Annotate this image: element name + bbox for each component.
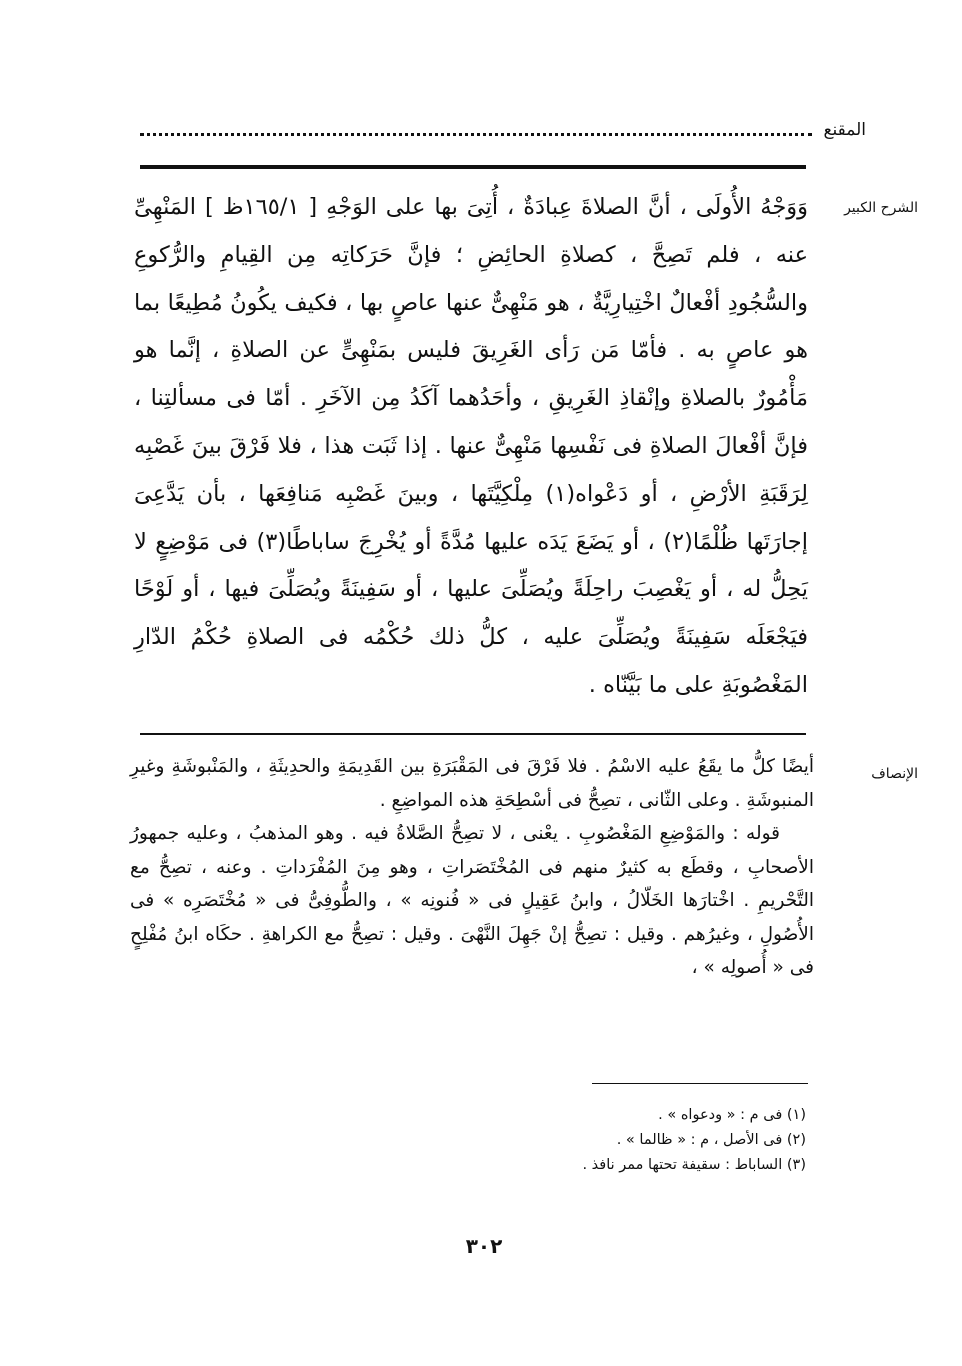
insaf-section-label: الإنصاف xyxy=(871,766,918,782)
insaf-paragraph: أيضًا كلُّ ما يقَعُ عليه الاسْمُ . فلا فَرْقَ فى المَقْبَرَةِ بين القَدِيمَةِ والحدِيثَةِ ، والمَنْبوشَةِ وغيرِ المنبوشَةِ . وعلى الثّانى ، تصِحُّ فى أسْطِحَةِ هذه المواضِعِ . xyxy=(130,756,814,811)
sharh-section-label: الشرح الكبير xyxy=(844,200,918,216)
footnote-2: (٢) فى الأصل ، م : « ظالما » . xyxy=(616,1132,806,1148)
top-rule xyxy=(140,165,806,169)
sharh-body-text: وَوَجْهُ الأُولَى ، أنَّ الصلاةَ عِبادَةٌ ، أُتِىَ بها على الوَجْهِ [ ١٦٥/١ظ ] المَنْهِىِّ عنه ، فلم تَصِحَّ ، كصلاةِ الحائِضِ ؛ فإنَّ حَرَكاتِه مِن القِيامِ والرُّكوعِ والسُّجُودِ أفْعالٌ اخْتِيارِيَّةٌ ، هو مَنْهِىٌّ عنها عاصٍ بها ، فكيف يكُونُ مُطِيعًا بما هو عاصٍ به . فأمّا مَن رَأى الغَرِيقَ فليس بمَنْهِىٍّ عن الصلاةِ ، إنَّما هو مَأْمُورٌ بالصلاةِ وإنْقاذِ الغَرِيقِ ، وأحَدُهما آكَدُ مِن الآخَرِ . أمّا فى مسألتِنا ، فإنَّ أفْعالَ الصلاةِ فى نَفْسِها مَنْهِىٌّ عنها . إذا ثَبَت هذا ، فلا فَرْقَ بينَ غَصْبِه لِرَقَبَةِ الأرْضِ ، أو دَعْواه(١) مِلْكِيَّتَها ، وبينَ غَصْبِه مَنافِعَها ، بأن يَدَّعِىَ إجارَتَها ظُلْمًا(٢) ، أو يَضَعَ يَدَه عليها مُدَّةً أو يُخْرِجَ ساباطًا(٣) فى مَوْضِعٍ لا يَحِلُّ له ، أو يَغْصِبَ راحِلَةً ويُصَلِّىَ عليها ، أو سَفِينَةً ويُصَلِّىَ فيها ، أو لَوْحًا فيَجْعَلَه سَفِينَةً ويُصَلِّىَ عليه ، كلُّ ذلك حُكْمُه فى الصلاةِ حُكْمُ الدّارِ المَغْصُوبَةِ على ما بَيَّنّاه . xyxy=(134,194,809,698)
footnote-rule xyxy=(592,1083,808,1084)
insaf-body xyxy=(130,750,814,985)
running-head: المقنع xyxy=(823,120,866,140)
dotted-leader xyxy=(140,133,812,136)
footnote-1: (١) فى م : « ودعواه » . xyxy=(658,1107,806,1123)
footnote-3: (٣) الساباط : سقيفة تحتها ممر نافذ . xyxy=(582,1157,806,1173)
page-number: ٣٠٢ xyxy=(465,1234,503,1258)
footnotes xyxy=(306,1103,806,1178)
section-divider xyxy=(140,733,806,735)
insaf-paragraph: قوله : والمَوْضِعِ المَغْصُوبِ . يعْنى ، لا تصِحُّ الصَّلاةُ فيه . وهو المذهبُ ، وعليه جمهورُ الأصحابِ ، وقطَع به كثيرٌ منهم فى المُخْتَصَراتِ ، وهو مِنَ المُفْرَداتِ . وعنه ، تصِحُّ مع التَّحْريمِ . اخْتارَها الخَلّالُ ، وابنُ عَقِيلٍ فى « فُنونِه » ، والطُّوفِىُّ فى « مُخْتَصَرِه » فى الأُصُولِ ، وغيرُهم . وقيل : تصِحُّ إنْ جَهِلَ النَّهْىَ . وقيل : تصِحُّ مع الكراهةِ . حكَاه ابنُ مُفْلِحٍ فى « أُصولِه » ، xyxy=(130,823,814,978)
